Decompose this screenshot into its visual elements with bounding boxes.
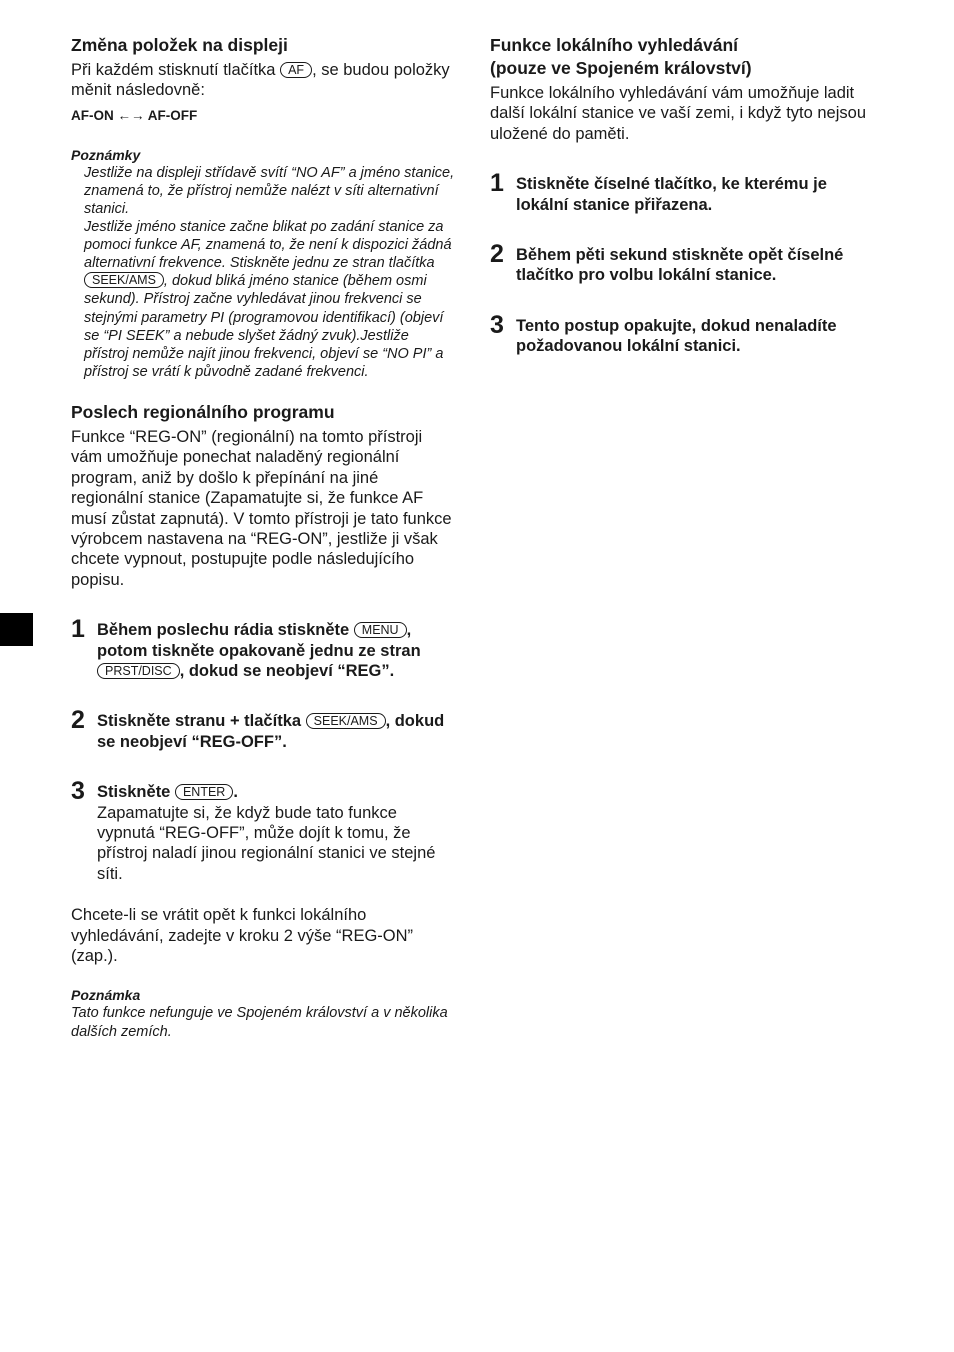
- local-seek-intro: Funkce lokálního vyhledávání vám umožňuje ladit další lokální stanice ve vaší zemi, i když tyto nejsou uložené do paměti.: [490, 84, 867, 143]
- step-1: 1 Během poslechu rádia stiskněte MENU , potom tiskněte opakovaně jednu ze stran PRST/DISC , dokud se neobjeví “REG”.: [71, 615, 421, 680]
- note-item: Jestliže jméno stanice začne blikat po zadání stanice za pomoci funkce AF, znamená to, že není k dispozici žádná alternativní frekvence. Stiskněte jednu ze stran tlačítka SEEK/AMS , dokud bliká jméno stanice (během osmi sekund). Přístroj začne vyhledávat jinou frekvenci se stejnými parametry PI (programovou identifikací) (objeví se “PI SEEK” a nebude slyšet žádný zvuk).Jestliže přístroj nemůže najít jinou frekvenci, objeví se “NO PI” a přístroj se vrátí k původně zadané frekvenci.: [84, 219, 452, 380]
- step-number: 1: [490, 169, 504, 198]
- menu-button-label: MENU: [354, 622, 407, 638]
- prst-disc-button-label: PRST/DISC: [97, 663, 180, 679]
- step-number: 3: [490, 310, 504, 339]
- seek-ams-button-label: SEEK/AMS: [306, 713, 386, 729]
- notes-block: [71, 164, 455, 381]
- section-heading-display-items: Změna položek na displeji: [71, 35, 288, 55]
- step-number: 1: [71, 615, 85, 644]
- step-number: 2: [71, 706, 85, 735]
- section-tab-marker: [0, 613, 33, 646]
- notes-heading: Poznámky: [71, 146, 141, 163]
- enter-button-label: ENTER: [175, 784, 233, 800]
- step-3: 3 Stiskněte ENTER . Zapamatujte si, že když bude tato funkce vypnutá “REG-OFF”, může dojít k tomu, že přístroj naladí jinou regionální stanici ve stejné síti.: [71, 782, 455, 884]
- regional-intro: Funkce “REG-ON” (regionální) na tomto přístroji vám umožňuje ponechat naladěný regionální program, aniž by došlo k přepínání na jiné regionální stanice (Zapamatujte si, že funkce AF musí zůstat zapnutá). V tomto přístroji je tato funkce výrobcem nastavena na “REG-ON”, jestliže ji však chcete vypnout, postupujte podle následujícího popisu.: [71, 427, 452, 589]
- local-step-2: 2 Během pěti sekund stiskněte opět číselné tlačítko pro volbu lokální stanice.: [490, 240, 844, 285]
- note-heading: Poznámka: [71, 987, 141, 1004]
- step-number: 3: [71, 777, 85, 806]
- section-heading-local-seek: Funkce lokálního vyhledávání (pouze ve Spojeném království): [490, 35, 752, 78]
- seek-ams-button-label: SEEK/AMS: [84, 272, 164, 288]
- note-item: Jestliže na displeji střídavě svítí “NO AF” a jméno stanice, znamená to, že přístroj nemůže nalézt v síti alternativní stanici.: [84, 164, 455, 217]
- right-column: [490, 34, 880, 357]
- step-2: 2 Stiskněte stranu + tlačítka SEEK/AMS , dokud se neobjeví “REG-OFF”.: [71, 706, 445, 751]
- step-number: 2: [490, 240, 504, 269]
- section-heading-regional: Poslech regionálního programu: [71, 401, 335, 422]
- display-items-paragraph: Při každém stisknutí tlačítka AF , se budou položky měnit následovně:: [71, 61, 450, 100]
- af-toggle-sequence: AF-ON ←→ AF-OFF: [71, 107, 198, 123]
- note-text: Tato funkce nefunguje ve Spojeném království a v několika dalších zemích.: [71, 1005, 448, 1040]
- local-step-1: 1 Stiskněte číselné tlačítko, ke kterému je lokální stanice přiřazena.: [490, 169, 827, 214]
- step-3-detail: Zapamatujte si, že když bude tato funkce vypnutá “REG-OFF”, může dojít k tomu, že přístroj naladí jinou regionální stanici ve stejné síti.: [97, 803, 436, 883]
- local-step-3: 3 Tento postup opakujte, dokud nenaladíte požadovanou lokální stanici.: [490, 310, 837, 356]
- af-button-label: AF: [280, 62, 312, 78]
- regional-outro: Chcete-li se vrátit opět k funkci lokálního vyhledávání, zadejte v kroku 2 výše “REG-ON” (zap.).: [71, 906, 414, 966]
- left-column: [71, 34, 455, 1041]
